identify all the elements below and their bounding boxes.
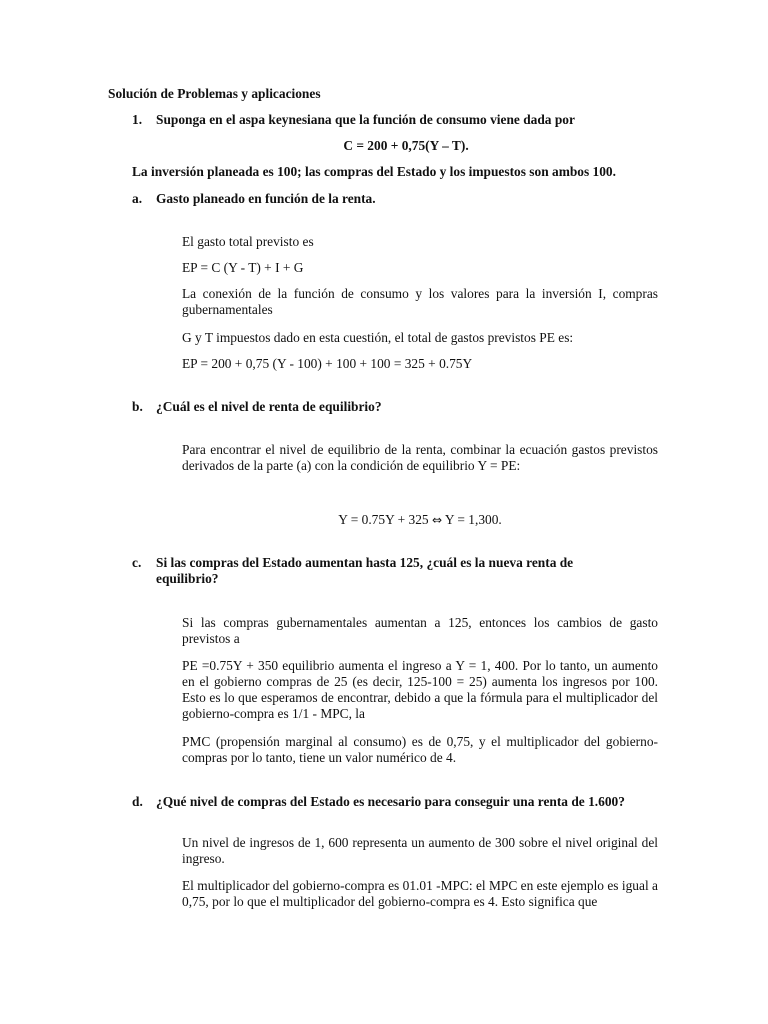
part-c-paragraph: PMC (propensión marginal al consumo) es de 0,75, y el multiplicador del gobierno-compras por lo tanto, tiene un valor numérico de 4. [182,734,658,765]
part-c-paragraph: Si las compras gubernamentales aumentan a 125, entonces los cambios de gasto previstos a [182,615,658,646]
part-letter-a: a. [132,191,143,206]
part-a-title: Gasto planeado en función de la renta. [156,191,376,206]
part-c-title: Si las compras del Estado aumentan hasta 125, ¿cuál es la nueva renta de equilibrio? [156,555,574,586]
part-a-equation: EP = 200 + 0,75 (Y - 100) + 100 + 100 = 325 + 0.75Y [182,356,473,371]
part-a-paragraph: El gasto total previsto es [182,234,314,249]
part-d-title: ¿Qué nivel de compras del Estado es necesario para conseguir una renta de 1.600? [156,794,625,809]
question-context: La inversión planeada es 100; las compras del Estado y los impuestos son ambos 100. [132,164,616,179]
part-a-paragraph: La conexión de la función de consumo y los valores para la inversión I, compras gubernamentales [182,286,658,317]
part-b-paragraph: Para encontrar el nivel de equilibrio de la renta, combinar la ecuación gastos previstos derivados de la parte (a) con la condición de equilibrio Y = PE: [182,442,658,473]
equilibrium-equation [182,512,658,528]
equation-right: Y = 1,300. [444,512,502,527]
part-c-paragraph: PE =0.75Y + 350 equilibrio aumenta el ingreso a Y = 1, 400. Por lo tanto, un aumento en el gobierno compras de 25 (es decir, 125-100 = 25) aumenta los ingresos por 100. Esto es lo que esperamos de encontrar, debido a que la fórmula para el multiplicador del gobierno-compra es 1/1 - MPC, la [182,658,658,721]
document-title: Solución de Problemas y aplicaciones [108,86,321,101]
consumption-formula: C = 200 + 0,75(Y – T). [343,138,469,153]
question-text: Suponga en el aspa keynesiana que la función de consumo viene dada por [156,112,575,127]
part-letter-d: d. [132,794,143,809]
part-a-paragraph: G y T impuestos dado en esta cuestión, el total de gastos previstos PE es: [182,330,574,345]
equivalence-arrow-icon: ⇔ [431,513,443,527]
part-a-equation: EP = C (Y - T) + I + G [182,260,304,275]
part-b-title: ¿Cuál es el nivel de renta de equilibrio? [156,399,382,414]
question-number: 1. [132,112,143,127]
part-d-paragraph: Un nivel de ingresos de 1, 600 representa un aumento de 300 sobre el nivel original del ingreso. [182,835,658,866]
part-letter-b: b. [132,399,143,414]
part-letter-c: c. [132,555,142,570]
equation-left: Y = 0.75Y + 325 [338,512,429,527]
part-d-paragraph: El multiplicador del gobierno-compra es 01.01 -MPC: el MPC en este ejemplo es igual a 0,75, por lo que el multiplicador del gobierno-compra es 4. Esto significa que [182,878,658,909]
